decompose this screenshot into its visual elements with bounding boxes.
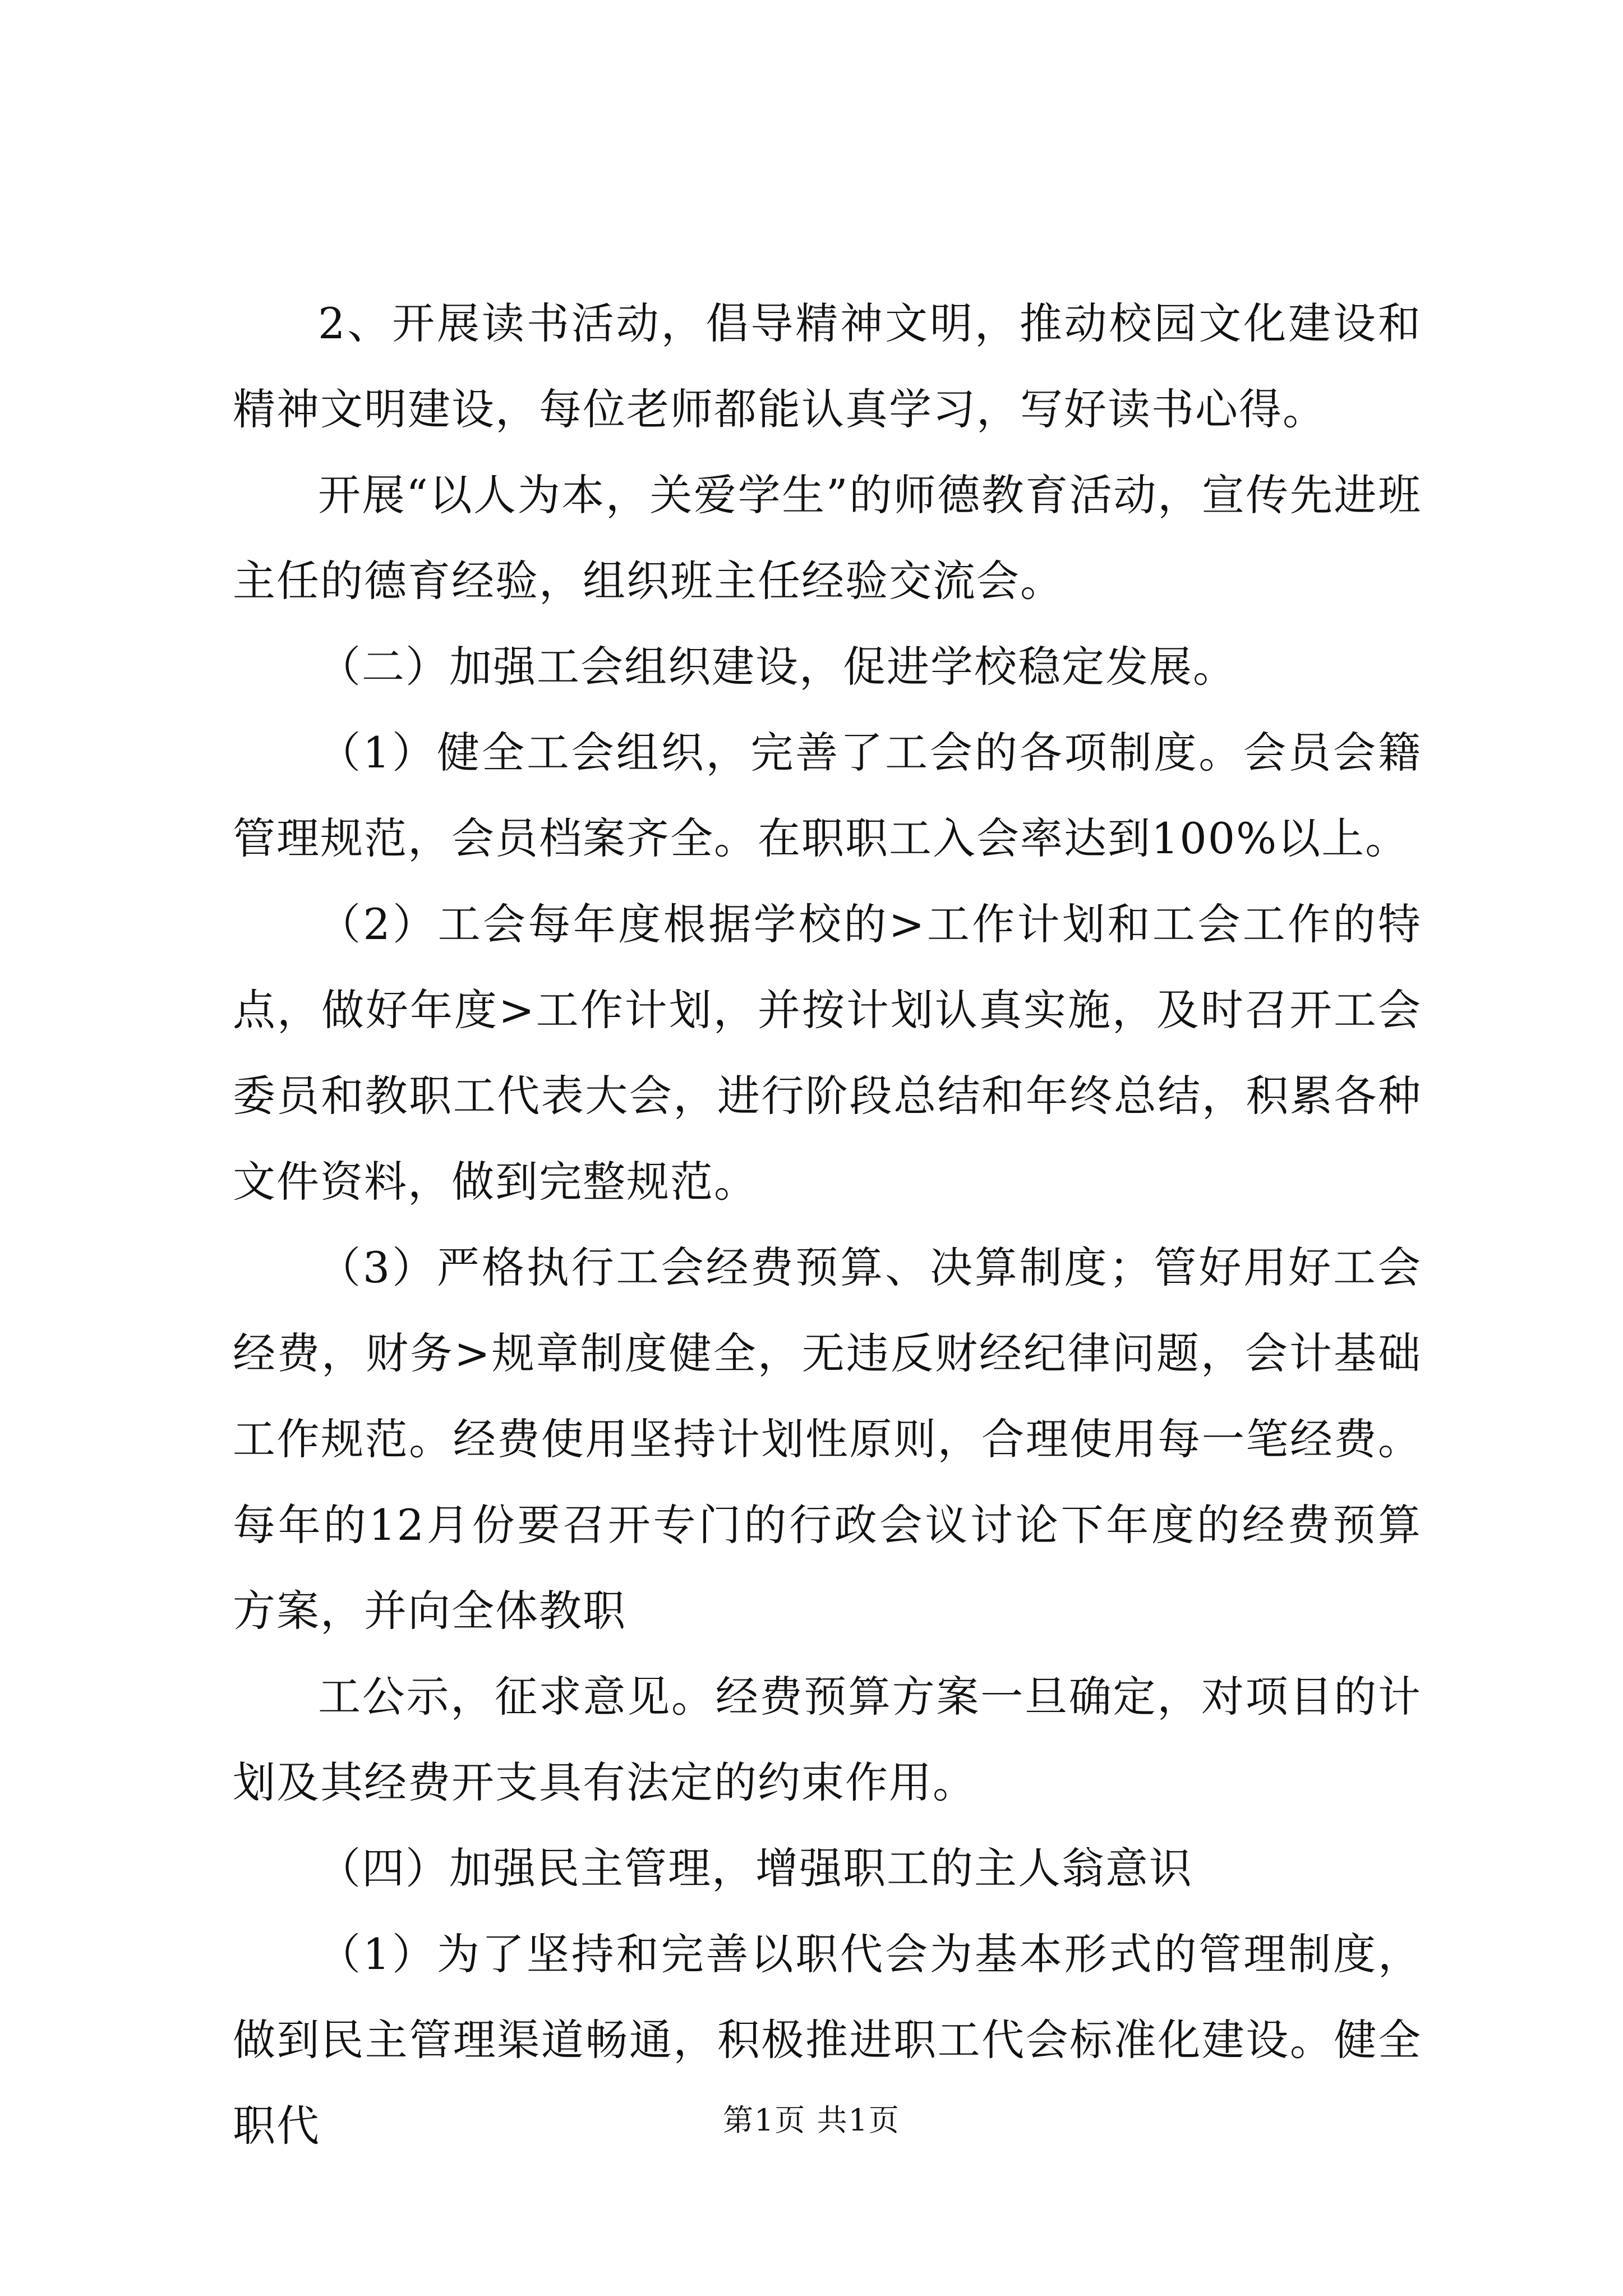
heading-democratic-management: （四）加强民主管理，增强职工的主人翁意识: [318, 1843, 1193, 1893]
paragraph-annual-plan: （2）工会每年度根据学校的>工作计划和工会工作的特点，做好年度>工作计划，并按计划认真实施，及时召开工会委员和教职工代表大会，进行阶段总结和年终总结，积累各种文件资料，做到完整规范。: [233, 899, 1422, 1207]
paragraph-budget-publicity: 工公示，征求意见。经费预算方案一旦确定，对项目的计划及其经费开支具有法定的约束作用。: [233, 1672, 1422, 1807]
paragraph-budget: （3）严格执行工会经费预算、决算制度；管好用好工会经费，财务>规章制度健全，无违反财经纪律问题，会计基础工作规范。经费使用坚持计划性原则，合理使用每一笔经费。每年的12月份要召开专门的行政会议讨论下年度的经费预算方案，并向全体教职: [233, 1243, 1422, 1636]
paragraph-reading-activity: 2、开展读书活动，倡导精神文明，推动校园文化建设和精神文明建设，每位老师都能认真学习，写好读书心得。: [233, 298, 1422, 434]
paragraph-workers-congress: （1）为了坚持和完善以职代会为基本形式的管理制度，做到民主管理渠道畅通，积极推进职工代会标准化建设。健全职代: [233, 1929, 1422, 2151]
document-body: [233, 280, 1422, 2169]
heading-union-organization: （二）加强工会组织建设，促进学校稳定发展。: [318, 642, 1237, 692]
paragraph-union-system: （1）健全工会组织，完善了工会的各项制度。会员会籍管理规范，会员档案齐全。在职职工入会率达到100%以上。: [233, 728, 1422, 863]
page-footer: 第1页 共1页: [723, 2102, 900, 2138]
paragraph-teacher-ethics: 开展“以人为本，关爱学生”的师德教育活动，宣传先进班主任的德育经验，组织班主任经验交流会。: [233, 470, 1422, 606]
